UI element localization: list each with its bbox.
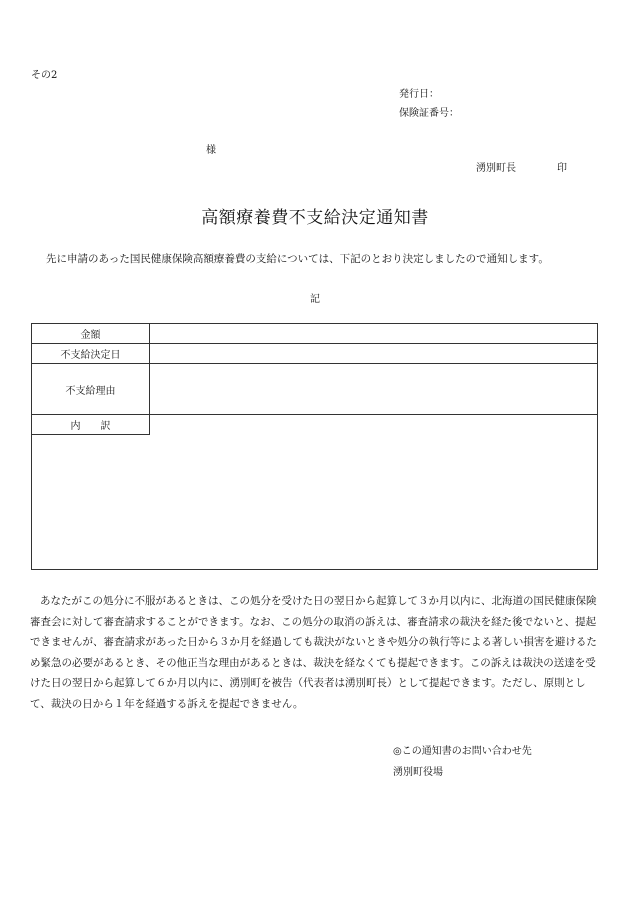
contact-office: 湧別町役場 <box>393 767 443 778</box>
form-number: その2 <box>31 70 58 81</box>
contact-heading: ◎この通知書のお問い合わせ先 <box>393 746 532 757</box>
decision-date-row <box>32 344 597 364</box>
ki-marker: 記 <box>310 294 320 305</box>
appeal-notice: あなたがこの処分に不服があるときは、この処分を受けた日の翌日から起算して３か月以内に、北海道の国民健康保険審査会に対して審査請求することができます。なお、この処分の取消の訴えは、審査請求の裁決を経た後でないと、提起できませんが、審査請求があった日から３か月を経過しても裁決がないときや処分の執行等による著しい損害を避けるため緊急の必要があるとき、その他正当な理由があるときは、裁決を経なくても提起できます。この訴えは裁決の送達を受けた日の翌日から起算して６か月以内に、湧別町を被告（代表者は湧別町長）として提起できます。ただし、原則として、裁決の日から１年を経過する訴えを提起できません。 <box>30 595 597 710</box>
decision-date-value <box>150 344 597 363</box>
insurance-number-label: 保険証番号： <box>399 108 459 119</box>
breakdown-label: 内 訳 <box>32 415 150 435</box>
reason-row <box>32 364 597 415</box>
addressee-suffix: 様 <box>206 145 216 156</box>
reason-value <box>150 364 597 414</box>
issue-date-label: 発行日： <box>399 89 439 100</box>
amount-row <box>32 324 597 344</box>
reason-label: 不支給理由 <box>32 364 150 414</box>
seal-mark: 印 <box>557 163 567 174</box>
amount-label: 金額 <box>32 324 150 343</box>
document-title: 高額療養費不支給決定通知書 <box>201 208 429 228</box>
amount-value <box>150 324 597 343</box>
issuer-name: 湧別町長 <box>476 163 516 174</box>
intro-text: 先に申請のあった国民健康保険高額療養費の支給については、下記のとおり決定しましたので通知します。 <box>46 253 549 265</box>
breakdown-value <box>150 415 597 569</box>
detail-table <box>31 323 598 570</box>
decision-date-label: 不支給決定日 <box>32 344 150 363</box>
